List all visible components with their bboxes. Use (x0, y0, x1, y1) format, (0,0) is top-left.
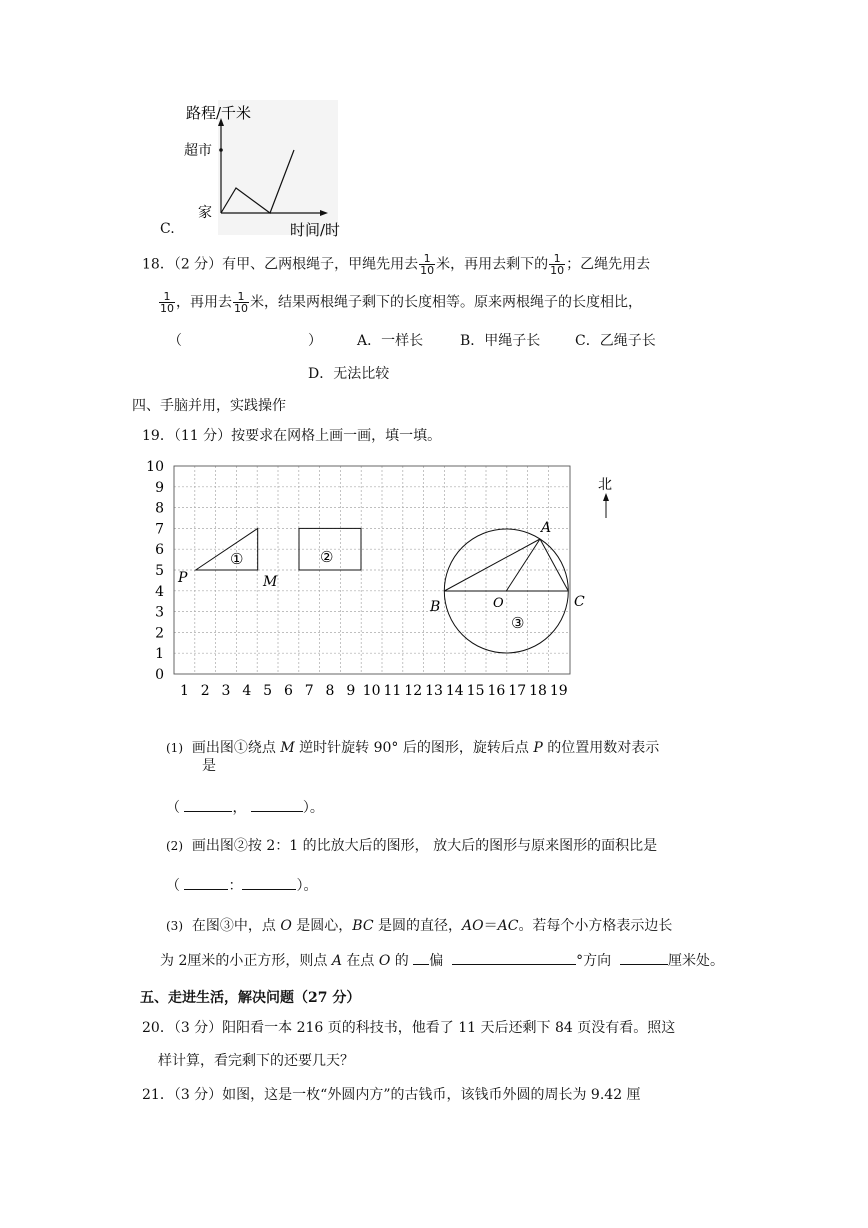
point-p-label: P (178, 570, 188, 586)
y-tick-label: 1 (155, 646, 164, 663)
shape-1-label: ① (230, 550, 244, 568)
north-label: 北 (598, 477, 612, 493)
y-tick-label: 0 (155, 667, 164, 683)
fraction: $\frac{1}{10}$ (234, 290, 248, 315)
q18-option-d[interactable]: D．无法比较 (308, 366, 390, 382)
point-a-label: A (541, 520, 552, 536)
point-o-label: O (493, 596, 504, 611)
home-label: 家 (198, 205, 212, 221)
y-tick-labels (146, 459, 164, 683)
point-c-label: C (574, 594, 585, 610)
answer-blank[interactable] (251, 797, 303, 812)
segment-ca (540, 539, 568, 591)
x-tick-label: 11 (383, 683, 402, 699)
q18-option-a[interactable]: A．一样长 (357, 333, 424, 349)
x-tick-label: 17 (508, 683, 527, 699)
answer-blank[interactable] (184, 875, 228, 890)
x-axis-label: 时间/时 (290, 221, 340, 239)
answer-blank[interactable] (413, 950, 429, 965)
q19-sub3-line2: 为 2厘米的小正方形，则点 A 在点 O 的 偏 °方向 厘米处。 (160, 950, 724, 971)
x-tick-label: 10 (362, 683, 381, 699)
section-4-title: 四、手脑并用，实践操作 (132, 398, 286, 414)
q18-answer-paren-right: ） (308, 333, 322, 349)
x-tick-label: 4 (242, 683, 252, 699)
y-tick-label: 3 (155, 604, 164, 621)
q19-sub1-line1: (1) 画出图①绕点 M 逆时针旋转 90° 后的图形，旋转后点 P 的位置用数对表示 (166, 740, 660, 756)
q18-option-b[interactable]: B．甲绳子长 (460, 333, 541, 349)
q19-sub1-line2: 是 (202, 758, 216, 774)
option-c-distance-time-graph (180, 98, 340, 240)
shape-1-triangle (196, 528, 258, 570)
segment-oa (506, 539, 540, 591)
x-tick-label: 3 (221, 683, 231, 699)
q20-line2: 样计算，看完剩下的还要几天？ (158, 1053, 354, 1069)
answer-blank[interactable] (242, 875, 296, 890)
q20-line1: 20．（3 分）阳阳看一本 216 页的科技书，他看了 11 天后还剩下 84 页没有看。照这 (142, 1020, 676, 1036)
x-tick-label: 12 (404, 683, 423, 699)
x-tick-label: 5 (263, 683, 273, 699)
answer-blank[interactable] (184, 797, 232, 812)
q19-sub2-line1: (2) 画出图②按 2：1 的比放大后的图形， 放大后的图形与原来图形的面积比是 (166, 838, 658, 854)
option-c-label: C. (160, 221, 175, 237)
q18-line1: 18．（2 分）有甲、乙两根绳子，甲绳先用去 $\frac{1}{10}$ 米，再用去剩下的 $\frac{1}{10}$ ；乙绳先用去 (142, 252, 651, 277)
answer-blank[interactable] (620, 950, 668, 965)
shape-2-label: ② (320, 548, 334, 566)
fraction: $\frac{1}{10}$ (550, 252, 565, 277)
q19-sub1-answer: （ ， ）。 (166, 797, 324, 818)
q21-line1: 21．（3 分）如图，这是一枚“外圆内方”的古钱币，该钱币外圆的周长为 9.42 厘 (142, 1087, 641, 1103)
x-tick-label: 18 (529, 683, 547, 699)
x-tick-label: 6 (283, 683, 293, 699)
y-tick-label: 4 (155, 583, 164, 600)
x-tick-label: 15 (466, 683, 485, 699)
x-tick-label: 19 (549, 683, 568, 699)
q18-line2: $\frac{1}{10}$ ，再用去 $\frac{1}{10}$ 米，结果两根绳子剩下的长度相等。原来两根绳子的长度相比， (160, 290, 642, 315)
answer-blank[interactable] (452, 950, 576, 965)
y-axis-label: 路程/千米 (186, 104, 252, 122)
y-tick-label: 7 (155, 521, 164, 538)
y-tick-label: 9 (155, 479, 164, 496)
section-5-title: 五、走进生活，解决问题（27 分） (140, 990, 361, 1006)
x-tick-label: 2 (200, 683, 210, 699)
x-tick-label: 1 (179, 683, 189, 699)
y-tick-label: 8 (155, 500, 164, 517)
q18-answer-paren-left: （ (168, 333, 182, 349)
supermarket-label: 超市 (184, 143, 212, 159)
x-tick-label: 16 (487, 683, 506, 699)
q19-grid-figure (140, 455, 620, 700)
q19-stem: 19．（11 分）按要求在网格上画一画，填一填。 (142, 428, 442, 444)
y-tick-label: 2 (155, 625, 164, 642)
point-b-label: B (430, 599, 441, 615)
point-m-label: M (263, 574, 278, 590)
x-tick-label: 8 (325, 683, 335, 699)
x-tick-labels (180, 683, 568, 699)
fraction: $\frac{1}{10}$ (420, 252, 435, 277)
x-tick-label: 14 (445, 683, 464, 699)
x-tick-label: 13 (425, 683, 443, 699)
q19-sub2-answer: （ ： ）。 (166, 875, 317, 896)
q18-option-c[interactable]: C．乙绳子长 (575, 333, 656, 349)
x-tick-label: 9 (346, 683, 356, 699)
y-tick-label: 10 (146, 459, 164, 475)
segment-ba (444, 539, 540, 591)
y-tick-label: 5 (155, 563, 164, 579)
q19-sub3-line1: (3) 在图③中，点 O 是圆心，BC 是圆的直径，AO＝AC。若每个小方格表示边长 (166, 918, 673, 934)
fraction: $\frac{1}{10}$ (160, 290, 174, 315)
shape-3-label: ③ (511, 614, 525, 632)
x-tick-label: 7 (304, 683, 314, 699)
y-tick-label: 6 (155, 542, 164, 559)
